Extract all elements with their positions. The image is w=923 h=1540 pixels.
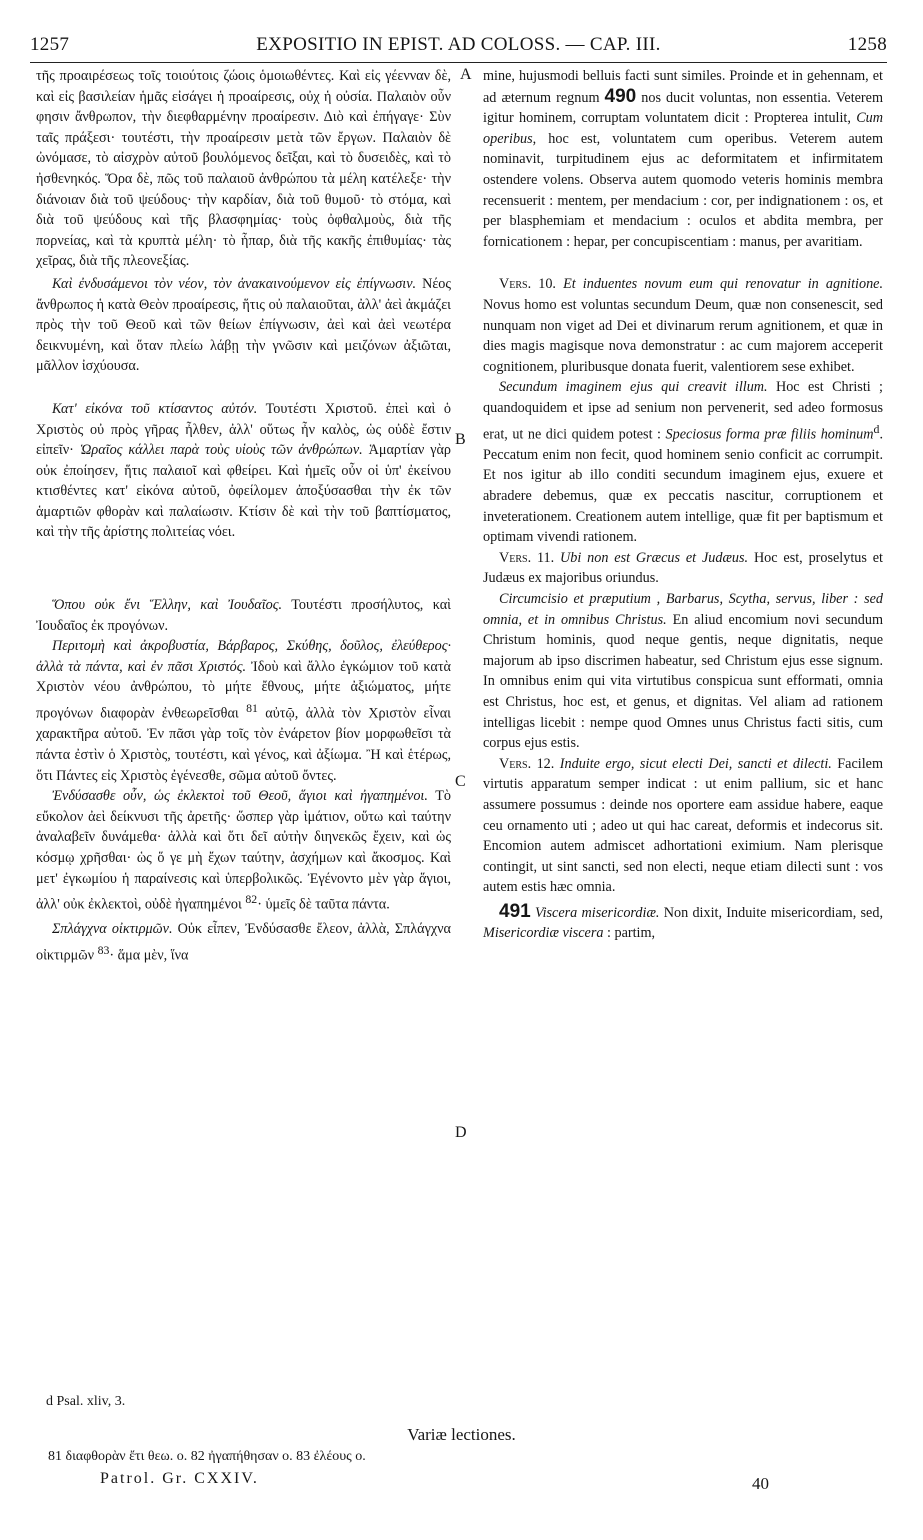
- greek-paragraph-3: [36, 399, 451, 543]
- margin-letter-a: A: [460, 66, 472, 83]
- latin-text: Novus homo est voluntas secundum Deum, quæ non consenescit, sed nunquam non viget ad Dei et divinarum rerum agnitionem, et quæ in dies magis magisque nova demonstratur : ac cum majorem acceperit cognitionem, pluribusque donata fuerit, valentiorem sese exhibet.: [483, 296, 883, 375]
- header-rule: [30, 62, 887, 63]
- variae-lectiones-line: 81 διαφθορὰν ἔτι θεω. ο. 82 ἠγαπήθησαν ο. 83 ἐλέους ο.: [48, 1449, 366, 1464]
- latin-text: , hoc est, voluntatem cum operibus. Veterem autem nominavit, turpitudinem ejus ac deformitatem et infirmitatem ostendere volens. Observa autem quomodo veteris hominis membra recensuerit : mentem, per mendacium : cor, per indignationem : os, et per blasphemiam et mendacium : oculos et abdita membra, per fornicationem : hepar, per concupiscentiam : manus, per avaritiam.: [483, 130, 883, 250]
- latin-lemma: Viscera misericordiæ.: [530, 904, 660, 921]
- verse-label: Vers. 11.: [499, 549, 555, 566]
- column-number-right: 1258: [847, 34, 887, 55]
- migne-column-number: 491: [499, 900, 531, 922]
- margin-letter-b: B: [455, 431, 466, 448]
- margin-letter-c: C: [455, 773, 466, 790]
- latin-text: Non dixit, Induite misericordiam, sed,: [659, 904, 883, 921]
- greek-text: Τὸ εὔκολον ἀεὶ δείκνυσι τῆς ἀρετῆς· ὥσπερ γὰρ ἱμάτιον, οὕτω καὶ ταύτην ἀναλαβεῖν δυνάμεθα· ἀλλὰ καὶ ὅτι δεῖ αὐτὴν διηνεκῶς ἔχειν, καὶ ὡς κόσμῳ χρῆσθαι· ὡς ὅ γε μὴ ἔχων ταύτην, ἀσχήμων καὶ ἄκοσμος. Καὶ μετ' ἐγκωμίου ἡ παραίνεσις καὶ ὑπερβολικῶς. Ἐγένοντο μὲν γὰρ ἅγιοι, ἀλλ' οὐκ ἐκλεκτοὶ, οὐδὲ ἠγαπημένοι: [36, 788, 452, 913]
- latin-verse-12: [483, 754, 883, 898]
- migne-column-number: 490: [604, 85, 637, 107]
- latin-paragraph-7: [483, 902, 883, 944]
- footnote: d Psal. xliv, 3.: [46, 1394, 126, 1409]
- latin-text: Facilem virtutis apparatum semper indicat : ut enim pallium, sic et hanc assumere possumus : deinde nos oportere eam assidue habere, eaque ceu ornamento uti ; adeo ut qui hac careat, deformis et indecorus sit. Encomion autem admiscet adhortationi eximium. Nam plerisque contingit, ut sint sancti, sed non electi, neque etiam dilecti sunt : vos autem estis hæc omnia.: [483, 755, 883, 896]
- variant-marker: 83: [97, 943, 110, 958]
- variant-marker: 81: [246, 701, 258, 716]
- greek-paragraph-2: [36, 274, 451, 377]
- greek-lemma: Ὅπου οὐκ ἔνι Ἕλλην, καὶ Ἰουδαῖος.: [52, 597, 283, 614]
- latin-lemma: Induite ergo, sicut electi Dei, sancti et dilecti.: [554, 755, 832, 772]
- verse-label: Vers. 10.: [499, 276, 556, 293]
- latin-verse-10: [483, 274, 883, 377]
- latin-lemma: Secundum imaginem ejus qui creavit illum.: [499, 379, 768, 396]
- latin-lemma: Cum operibus: [483, 110, 883, 147]
- latin-lemma: Et induentes novum eum qui renovatur in agnitione.: [555, 276, 884, 293]
- latin-quote: Misericordiæ viscera: [483, 925, 604, 942]
- greek-text: · ἅμα μὲν, ἵνα: [109, 947, 189, 964]
- page-header: [30, 34, 887, 58]
- greek-text: Τουτέστι Χριστοῦ. ἐπεὶ καὶ ὁ Χριστὸς οὐ πρὸς γῆρας ἦλθεν, ἀλλ' οὕτως ἦν καλὸς, ὡς οὐδὲ ἔστιν εἰπεῖν·: [36, 400, 452, 459]
- greek-lemma: Ἐνδύσασθε οὖν, ὡς ἐκλεκτοὶ τοῦ Θεοῦ, ἅγιοι καὶ ἠγαπημένοι.: [52, 788, 428, 805]
- latin-lemma: Ubi non est Græcus et Judæus.: [554, 549, 749, 566]
- greek-paragraph-1: τῆς προαιρέσεως τοῖς τοιούτοις ζώοις ὁμοιωθέντες. Καὶ εἰς γέενναν δὲ, καὶ εἰς βασιλείαν ἡμᾶς εἰσάγει ἡ προαίρεσις, οὐχ ἡ οὐσία. Παλαιὸν οὖν φησιν ἄνθρωπον, τὴν διεφθαρμένην προαίρεσιν. Διὸ καὶ ἐπήγαγε· Σὺν ταῖς πράξεσι· τουτέστι, τὴν προαίρεσιν μετὰ τῶν ἔργων. Παλαιὸν δὲ ὠνόμασε, τὸ αἰσχρὸν αὐτοῦ βουλόμενος δεῖξαι, καὶ τὸ δυσειδὲς, καὶ τὸ ἠσθενηκός. Ὅρα δὲ, πῶς τοῦ παλαιοῦ ἀνθρώπου τὰ μέλη κατέλεξε· τὴν διάνοιαν διὰ τοῦ ψεύδους· τὴν καρδίαν, διὰ τοῦ θυμοῦ· τὸ στόμα, καὶ διὰ τοῦ ψεύδους καὶ τῆς βλασφημίας· τοὺς ὀφθαλμοὺς, διὰ τῆς πορνείας, καὶ τὰ κρυπτὰ μέλη· τὸ ἧπαρ, διὰ τῆς κακῆς ἐπιθυμίας· τὰς χεῖρας, διὰ τῆς πλεονεξίας.: [36, 68, 451, 270]
- greek-column: [36, 66, 451, 966]
- greek-quote: Ὡραῖος κάλλει παρὰ τοὺς υἱοὺς τῶν ἀνθρώπων.: [79, 442, 363, 459]
- greek-paragraph-4: [36, 595, 451, 636]
- greek-text: Ἰδοὺ καὶ ἄλλο ἐγκώμιον τοῦ κατὰ Χριστὸν νέου ἀνθρώπου, τὸ μήτε ἔθνους, μήτε ἀξιώματος, μήτε προγόνων διαφορὰν ἐνθεωρεῖσθαι: [36, 658, 451, 722]
- verse-label: Vers. 12.: [499, 755, 555, 772]
- variae-lectiones-heading: Variæ lectiones.: [407, 1425, 516, 1444]
- latin-quote: Speciosus forma præ filiis hominum: [665, 426, 874, 443]
- latin-text: Hoc est Christi ; quandoquidem et ipse ad senium non pervenerit, sed adeo formosus erat, ut ne dici quidem potest :: [483, 379, 883, 443]
- greek-lemma: Σπλάγχνα οἰκτιρμῶν.: [52, 921, 173, 938]
- greek-text: Τουτέστι προσήλυτος, καὶ Ἰουδαῖος ἐκ προγόνων.: [36, 597, 451, 634]
- greek-paragraph-7: [36, 919, 451, 966]
- greek-text: Ἁμαρτίαν γὰρ οὐκ ἐποίησεν, ἥτις παλαιοῖ καὶ φθείρει. Καὶ ἡμεῖς οὖν οἱ ὑπ' ἐκείνου κτισθέντες κατ' εἰκόνα αὐτοῦ, ὀφείλομεν ἀποξύσασθαι τὴν ἐκ τῶν ἁμαρτιῶν φθορὰν καὶ παλαίωσιν. Κτίσιν δὲ καὶ τὴν τοῦ βαπτίσματος, καὶ τὴν τῆς ἀρίστης πολιτείας νόει.: [36, 442, 452, 541]
- latin-paragraph-5: [483, 589, 883, 754]
- latin-lemma: Circumcisio et præputium , Barbarus, Scytha, servus, liber : sed omnia, et in omnibus Christus.: [483, 590, 883, 628]
- margin-letter-d: D: [455, 1124, 467, 1141]
- greek-text: Οὐκ εἶπεν, Ἐνδύσασθε ἔλεον, ἀλλὰ, Σπλάγχνα οἰκτιρμῶν: [36, 921, 451, 964]
- greek-text: Νέος ἄνθρωπος ἡ κατὰ Θεὸν προαίρεσις, ἥτις οὐ παλαιοῦται, ἀλλ' ἀεὶ ἀκμάζει πρὸς τὴν τοῦ Θεοῦ καὶ τῶν θείων ἐπίγνωσιν, ἀεὶ καὶ ἀεὶ νεωτέρα δεικνυμένη, καὶ ὅταν πλείω λάβῃ τὴν γνῶσιν καὶ μειζόνων ἀξιῶται, μᾶλλον ἰσχύουσα.: [36, 275, 452, 375]
- greek-paragraph-5: [36, 636, 451, 786]
- footnote-marker: d: [873, 421, 880, 436]
- greek-text: αὐτῷ, ἀλλὰ τὸν Χριστὸν εἶναι χαρακτῆρα αὐτοῦ. Ἐν πᾶσι γὰρ τοῖς τὸν ἐνάρετον βίον μορφωθεῖσι τὰ πάντα ἐστὶν ὁ Χριστὸς, τουτέστι, καὶ γένος, καὶ ἀξίωμα. Ἢ καὶ ἑτέρως, ὅτι Πάντες εἰς Χριστὸς ἐγένεσθε, σῶμα αὐτοῦ ὄντες.: [36, 705, 451, 784]
- latin-text: . Peccatum enim non fecit, quod hominem senio conficit ac corrumpit. Et nos igitur ab illo conditi secundum imaginem ejus, exuere et abradere debemus, quæ ex peccatis nascitur, corruptionem et inveterationem. Creationem autem intellige, quæ fit per baptismum et optimam vivendi rationem.: [483, 426, 883, 546]
- greek-lemma: Καὶ ἐνδυσάμενοι τὸν νέον, τὸν ἀνακαινούμενον εἰς ἐπίγνωσιν.: [52, 275, 417, 292]
- greek-lemma: Κατ' εἰκόνα τοῦ κτίσαντος αὐτόν.: [52, 400, 258, 417]
- latin-paragraph-3: [483, 377, 883, 547]
- latin-text: nos ducit voluntas, non essentia. Veterem igitur hominem, corruptam voluntatem dicit : Propterea intulit,: [483, 89, 883, 127]
- greek-lemma: Περιτομὴ καὶ ἀκροβυστία, Βάρβαρος, Σκύθης, δοῦλος, ἐλεύθερος· ἀλλὰ τὰ πάντα, καὶ ἐν πᾶσι Χριστός.: [36, 638, 451, 675]
- latin-paragraph-1: [483, 66, 883, 252]
- greek-paragraph-6: [36, 786, 451, 915]
- variant-marker: 82: [245, 892, 258, 907]
- latin-column: [483, 66, 883, 944]
- latin-text: Hoc est, proselytus et Judæus ex majoribus oriundus.: [483, 549, 883, 587]
- greek-text: · ὑμεῖς δὲ ταῦτα πάντα.: [257, 896, 390, 913]
- column-number-left: 1257: [30, 34, 70, 55]
- latin-verse-11: [483, 548, 883, 589]
- signature-number: 40: [752, 1474, 769, 1493]
- latin-text: En aliud encomium novi secundum Christum hominis, quod neque gentis, neque dignitatis, neque majorum ab ipso discrimen habeatur, sed Christum ejus esse signum. In omnibus enim qui vita virtutibus conspicua sunt efformati, omnia est Christus, hoc est, et genus, et dignitas. Vel aliam ad rationem intelligas licebit : nempe quod Omnes unus Christus facti sitis, cum corpus ejus estis.: [483, 611, 883, 752]
- latin-text: mine, hujusmodi belluis facti sunt similes. Proinde et in gehennam, et ad æternum regnum: [483, 68, 883, 106]
- signature-line: Patrol. Gr. CXXIV.: [100, 1470, 259, 1487]
- latin-text: : partim,: [603, 925, 656, 942]
- running-title: EXPOSITIO IN EPIST. AD COLOSS. — CAP. III.: [256, 34, 661, 55]
